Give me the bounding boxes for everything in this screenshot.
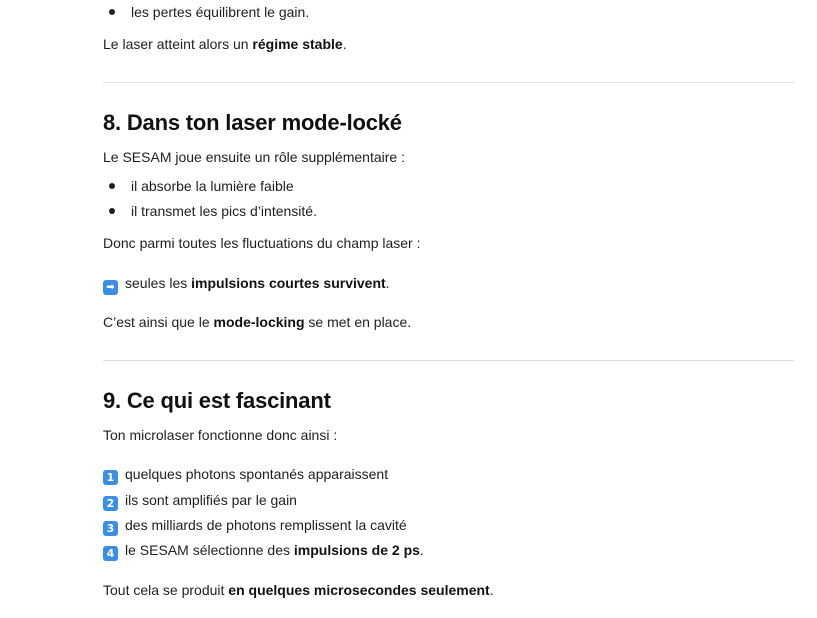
paragraph-survive [103, 273, 390, 295]
text: . [342, 36, 347, 52]
step-item [103, 515, 407, 536]
bullet-icon [109, 9, 115, 15]
bullet-icon [109, 208, 115, 214]
list-item [109, 200, 317, 222]
text: seules les [125, 275, 192, 291]
list-item [109, 175, 294, 197]
paragraph-mode-locking [103, 312, 411, 332]
keycap-2-icon: 2 [103, 496, 118, 511]
text: . [419, 542, 424, 558]
bullet-icon [109, 183, 115, 189]
paragraph-final [103, 580, 494, 600]
bold-text: régime stable [252, 36, 343, 52]
text: des milliards de photons remplissent la cavité [125, 517, 407, 533]
step-item [103, 464, 388, 485]
paragraph-stable [103, 34, 347, 54]
text: . [489, 582, 494, 598]
list-item-text: il transmet les pics d’intensité. [131, 203, 317, 219]
text: . [385, 275, 390, 291]
text: C’est ainsi que le [103, 314, 214, 330]
keycap-4-icon: 4 [103, 546, 118, 561]
list-item [109, 1, 309, 23]
section-heading-8: 8. Dans ton laser mode-locké [103, 110, 402, 135]
list-item-text: les pertes équilibrent le gain. [131, 4, 310, 20]
paragraph-fluctuations: Donc parmi toutes les fluctuations du champ laser : [103, 235, 421, 251]
bold-text: mode-locking [213, 314, 305, 330]
step-item [103, 490, 297, 511]
bold-text: impulsions de 2 ps [293, 542, 420, 558]
right-arrow-icon: ➡ [103, 280, 118, 295]
text: Tout cela se produit [103, 582, 229, 598]
bold-text: impulsions courtes survivent [191, 275, 386, 291]
keycap-3-icon: 3 [103, 521, 118, 536]
text: le SESAM sélectionne des [125, 542, 294, 558]
list-item-text: il absorbe la lumière faible [131, 178, 294, 194]
divider [103, 360, 794, 361]
step-item [103, 540, 424, 561]
section-heading-9: 9. Ce qui est fascinant [103, 388, 331, 413]
paragraph-intro-8: Le SESAM joue ensuite un rôle supplémentaire : [103, 149, 405, 165]
bold-text: en quelques microsecondes seulement [228, 582, 490, 598]
text: se met en place. [304, 314, 412, 330]
divider [103, 82, 794, 83]
paragraph-intro-9: Ton microlaser fonctionne donc ainsi : [103, 427, 338, 443]
keycap-1-icon: 1 [103, 470, 118, 485]
text: ils sont amplifiés par le gain [125, 492, 297, 508]
text: quelques photons spontanés apparaissent [125, 466, 389, 482]
text: Le laser atteint alors un [103, 36, 253, 52]
